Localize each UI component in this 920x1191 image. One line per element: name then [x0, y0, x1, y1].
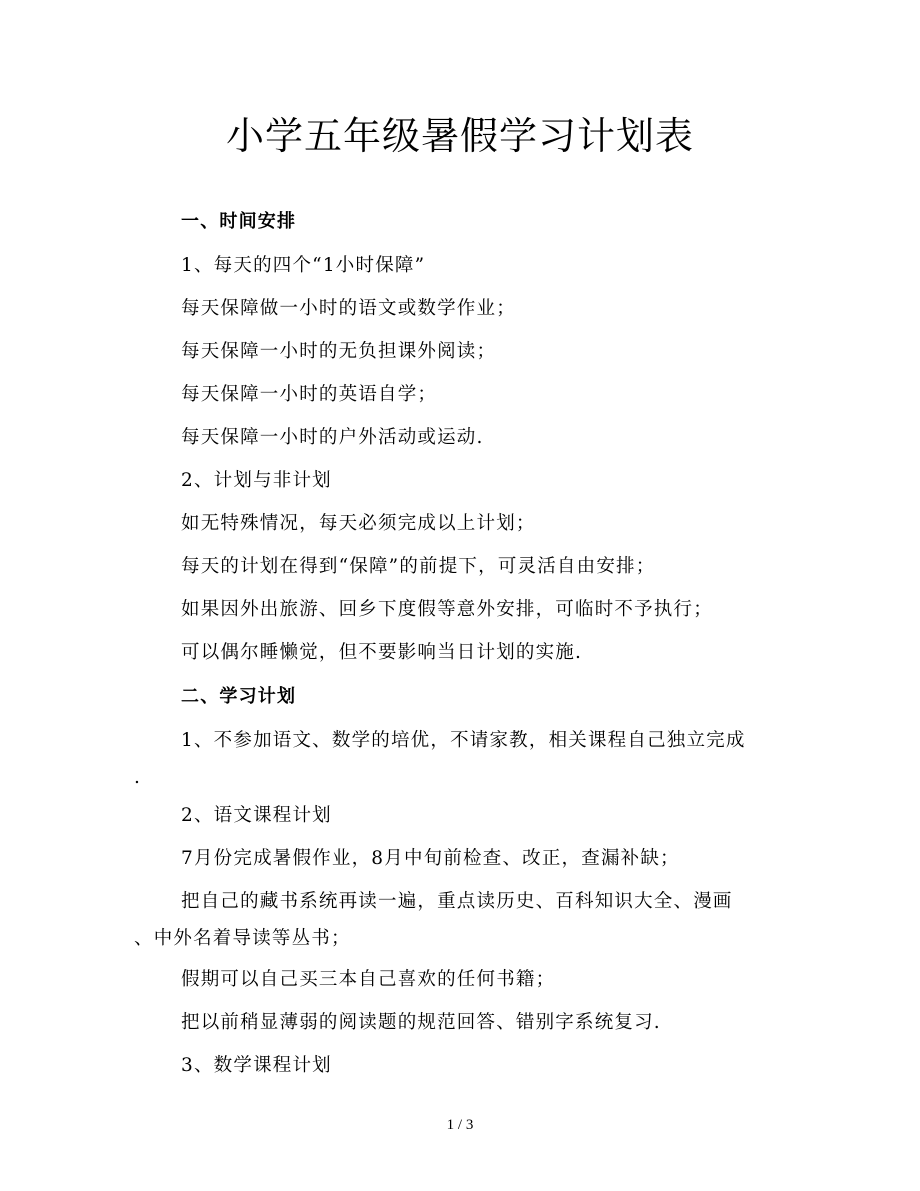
paragraph-line: 假期可以自己买三本自己喜欢的任何书籍； — [181, 969, 556, 990]
paragraph-line: 每天保障一小时的英语自学； — [181, 384, 438, 405]
document-title: 小学五年级暑假学习计划表 — [225, 114, 694, 158]
paragraph-line: 可以偶尔睡懒觉，但不要影响当日计划的实施. — [181, 642, 583, 663]
paragraph-line: 每天的计划在得到“保障”的前提下，可灵活自由安排； — [181, 556, 656, 577]
paragraph-line: 把自己的藏书系统再读一遍，重点读历史、百科知识大全、漫画 — [181, 891, 733, 912]
paragraph-line: 如果因外出旅游、回乡下度假等意外安排，可临时不予执行； — [181, 599, 713, 620]
paragraph-line: 每天保障一小时的户外活动或运动. — [181, 427, 484, 448]
paragraph-line-wrap: 、中外名着导读等丛书； — [134, 928, 351, 949]
subsection-math-plan: 3、数学课程计划 — [181, 1055, 332, 1076]
paragraph-line-wrap: . — [134, 767, 142, 788]
page-indicator: 1 / 3 — [446, 1117, 474, 1133]
paragraph-line: 把以前稍显薄弱的阅读题的规范回答、错别字系统复习. — [181, 1012, 661, 1033]
subsection-daily-guarantee: 1、每天的四个“1小时保障” — [181, 255, 426, 276]
section-heading-study: 二、学习计划 — [181, 686, 297, 707]
paragraph-line: 7月份完成暑假作业，8月中旬前检查、改正，查漏补缺； — [181, 848, 680, 869]
paragraph-line: 每天保障做一小时的语文或数学作业； — [181, 298, 516, 319]
paragraph-line: 如无特殊情况，每天必须完成以上计划； — [181, 513, 536, 534]
paragraph-line: 每天保障一小时的无负担课外阅读； — [181, 341, 497, 362]
paragraph-line: 1、不参加语文、数学的培优，不请家教，相关课程自己独立完成 — [181, 730, 746, 751]
subsection-plan-nonplan: 2、计划与非计划 — [181, 470, 332, 491]
subsection-chinese-plan: 2、语文课程计划 — [181, 805, 332, 826]
section-heading-time: 一、时间安排 — [181, 211, 297, 232]
